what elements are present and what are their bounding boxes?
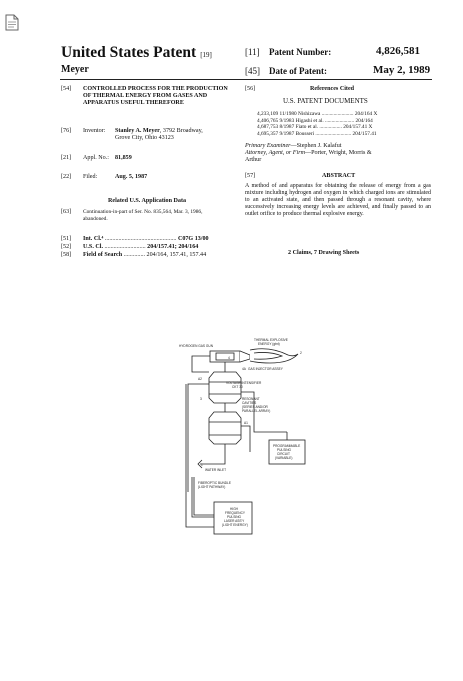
label-fiber-line-1: FIBEROPTIC BUNDLE: [198, 481, 231, 485]
cited-reference-row: [257, 111, 437, 118]
label-thermal-line-2: ENERGY (gtnt): [258, 342, 280, 346]
label-resonant-line-1: RESONANT: [242, 397, 260, 401]
label-pulsing-line-3: CIRCUIT: [277, 452, 290, 456]
intcl-code: [51]: [61, 236, 72, 242]
cited-leader: .................: [318, 124, 342, 131]
patent-header-title: [61, 44, 212, 62]
uscl-leader: ...........................: [102, 244, 146, 250]
attorney-label: Attorney, Agent, or Firm: [245, 150, 305, 156]
patent-number-code: [11]: [245, 47, 260, 57]
cited-name: Bousseri: [295, 130, 315, 137]
uscl-code: [52]: [61, 244, 72, 250]
header-title-text: United States Patent: [61, 44, 197, 61]
cited-class: 204/157.41: [352, 130, 377, 137]
cited-date: 8/1987: [279, 124, 295, 131]
filed-label: Filed:: [83, 174, 98, 180]
label-laser-line-3: PULSING: [227, 515, 241, 519]
ref-4: 4: [228, 356, 230, 360]
application-number-field: [61, 155, 132, 162]
cited-leader: ......................: [323, 117, 355, 124]
apparatus-drawing: [170, 332, 320, 547]
search-label: Field of Search: [83, 252, 123, 258]
references-heading: References Cited: [310, 86, 355, 92]
patent-number-label: Patent Number:: [269, 47, 332, 57]
label-water-inlet: WATER INLET: [205, 468, 227, 472]
label-thermal-line-1: THERMAL EXPLOSIVE: [254, 338, 288, 342]
cited-references-list: [257, 111, 437, 137]
cited-date: 11/1980: [279, 111, 297, 117]
related-text-line-2: abandoned.: [83, 216, 108, 222]
cited-name: Fiato et al.: [295, 124, 319, 131]
cited-number: 4,687,753: [257, 124, 279, 131]
references-code: [56]: [245, 86, 256, 92]
label-resonant-line-2: CAVITIES: [242, 401, 257, 405]
cited-class: 204/157.41 X: [343, 124, 373, 131]
label-gas-injector: GAS INJECTOR ASSEY: [248, 367, 283, 371]
patent-date: May 2, 1989: [373, 64, 431, 76]
related-text-line-1: Continuation-in-part of Ser. No. 835,564, Mar. 3, 1986,: [83, 209, 203, 215]
cited-leader: ...........................: [314, 130, 352, 137]
cited-class: 204/164: [355, 117, 373, 124]
ref-a2: A2: [198, 377, 202, 381]
inventor-name: Stanley A. Meyer: [115, 128, 160, 134]
inventor-code: [76]: [61, 128, 72, 134]
appl-code: [21]: [61, 155, 72, 161]
header-title-code: [19]: [200, 51, 212, 59]
label-hydrogen-gas-gun: HYDROGEN GAS GUN: [179, 344, 214, 348]
uscl-label: U.S. Cl.: [83, 244, 103, 250]
examiner-name: —Stephen J. Kalafut: [290, 143, 342, 149]
cited-number: 4,233,109: [257, 111, 279, 117]
examiner-block: [245, 143, 435, 164]
ref-1: 1: [201, 463, 203, 467]
cited-number: 4,695,357: [257, 130, 279, 137]
inventor-address-line-2: Grove City, Ohio 43123: [115, 135, 174, 141]
inventor-address-line-1: , 3792 Broadway,: [159, 128, 203, 134]
related-data-heading: Related U.S. Application Data: [108, 198, 187, 204]
int-cl-field: [61, 236, 209, 243]
filed-code: [22]: [61, 174, 72, 180]
claims-summary: 2 Claims, 7 Drawing Sheets: [288, 250, 360, 256]
filed-field: [61, 174, 147, 181]
inventor-surname: Meyer: [61, 64, 89, 75]
ref-3: 3: [200, 397, 202, 401]
cited-reference-row: [257, 124, 437, 131]
ref-4a: 4A: [242, 367, 246, 371]
filed-value: Aug. 5, 1987: [115, 174, 148, 180]
abstract-code: [57]: [245, 173, 256, 179]
cited-class: 204/164 X: [354, 111, 378, 117]
invention-title: CONTROLLED PROCESS FOR THE PRODUCTION OF THERMAL ENERGY FROM GASES AND APPARATUS USEFUL THEREFORE: [83, 86, 228, 106]
label-voltage-line-2: CKT 30: [232, 385, 243, 389]
label-pulsing-line-4: (VARIABLE): [275, 456, 293, 460]
cited-reference-row: [257, 118, 437, 125]
attorney-name-line-2: Arthur: [245, 157, 262, 163]
us-cl-field: [61, 244, 198, 251]
patent-date-code: [45]: [245, 66, 260, 76]
related-data-field: [61, 209, 241, 223]
cited-name: Nishizawa: [298, 111, 321, 117]
label-laser-line-5: (LIGHT ENERGY): [222, 523, 248, 527]
header-divider: [60, 79, 432, 80]
patent-date-label: Date of Patent:: [269, 66, 327, 76]
abstract-heading: ABSTRACT: [322, 173, 356, 179]
search-leader: ..............: [122, 252, 146, 258]
us-patent-documents-heading: U.S. PATENT DOCUMENTS: [283, 97, 368, 105]
label-voltage-line-1: VOLTAGE INTENSIFIER: [226, 381, 262, 385]
intcl-value: C07G 13/00: [177, 236, 209, 242]
search-code: [58]: [61, 252, 72, 258]
label-laser-line-4: LASER ASS'Y: [224, 519, 245, 523]
label-laser-line-2: FREQUENCY: [225, 511, 246, 515]
label-resonant-line-4: PARALLEL ARRAY): [242, 409, 271, 413]
patent-number: 4,826,581: [376, 45, 420, 57]
cited-reference-row: [257, 131, 437, 138]
ref-2: 2: [300, 351, 302, 355]
title-field: [61, 86, 239, 107]
label-pulsing-line-2: PULSING: [277, 448, 291, 452]
ref-a1: A1: [244, 421, 248, 425]
label-resonant-line-3: (SERIES AND/OR: [242, 405, 268, 409]
label-fiber-line-2: (LIGHT PATHWAY): [198, 485, 226, 489]
patent-number-row: [245, 47, 331, 57]
appl-value: 81,859: [115, 155, 132, 161]
related-code: [63]: [61, 209, 72, 215]
intcl-leader: ...............................................: [103, 236, 177, 242]
label-laser-line-1: HIGH: [230, 507, 238, 511]
intcl-label: Int. Cl.⁴: [83, 236, 104, 242]
cited-date: 9/1983: [279, 117, 295, 124]
patent-date-row: [245, 66, 327, 76]
inventor-field: [61, 128, 239, 142]
document-icon: [5, 14, 19, 31]
search-value: 204/164, 157.41, 157.44: [146, 252, 207, 258]
abstract-text: A method of and apparatus for obtaining the release of energy from a gas mixture including hydrogen and oxygen in which charged ions are stimulated to an activated state, and then passed through a resonant cavity, where successively increasing energy levels are achieved, and finally passed to an outlet orifice to produce thermal explosive energy.: [245, 183, 431, 218]
field-of-search-field: [61, 252, 206, 259]
attorney-name-line-1: —Porter, Wright, Morris &: [304, 150, 372, 156]
inventor-label: Inventor:: [83, 128, 106, 134]
title-code: [54]: [61, 86, 72, 92]
appl-label: Appl. No.:: [83, 155, 109, 161]
cited-leader: ........................: [320, 111, 354, 117]
cited-number: 4,406,765: [257, 117, 279, 124]
cited-date: 9/1987: [279, 130, 295, 137]
examiner-label: Primary Examiner: [245, 143, 291, 149]
label-pulsing-line-1: PROGRAMMABLE: [273, 444, 301, 448]
cited-name: Higashi et al.: [295, 117, 324, 124]
uscl-value: 204/157.41; 204/164: [147, 244, 199, 250]
